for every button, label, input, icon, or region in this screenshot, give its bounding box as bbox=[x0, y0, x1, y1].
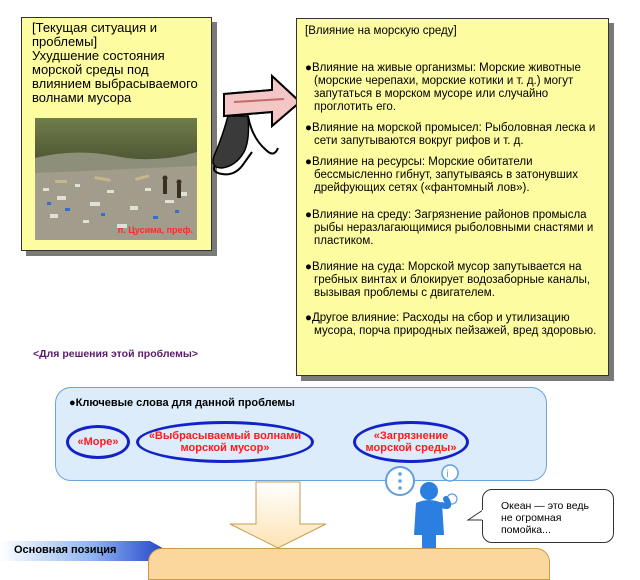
position-label: Основная позиция bbox=[14, 544, 117, 556]
svg-text:i: i bbox=[446, 469, 449, 480]
thinking-person-icon bbox=[380, 463, 470, 558]
bottom-bar bbox=[148, 548, 550, 580]
speech-bubble bbox=[482, 489, 614, 543]
impact-item: ●Другое влияние: Расходы на сбор и утилизацию мусора, порча природных пейзажей, вред здоровью. bbox=[305, 312, 597, 337]
photo-caption: п. Цусима, преф. bbox=[117, 225, 193, 235]
situation-box bbox=[21, 17, 212, 251]
keyword-washed-up-litter: «Выбрасываемый волнами морской мусор» bbox=[136, 421, 314, 463]
keywords-title: ●Ключевые слова для данной проблемы bbox=[69, 397, 295, 409]
impact-item: ●Влияние на суда: Морской мусор запутывается на гребных винтах и блокирует водозаборные каналы, вызывая проблемы с двигателем. bbox=[305, 261, 591, 299]
impact-item: ●Влияние на морской промысел: Рыболовная леска и сети запутываются вокруг рифов и т. д. bbox=[305, 122, 596, 147]
beach-litter-photo bbox=[35, 118, 197, 240]
impact-item: ●Влияние на живые организмы: Морские животные (морские черепахи, морские котики и т. д.) могут запутаться в морском мусоре или случайно проглотить его. bbox=[305, 62, 581, 113]
keyword-marine-pollution: «Загрязнение морской среды» bbox=[353, 421, 469, 463]
keywords-panel bbox=[55, 387, 547, 481]
impact-title: [Влияние на морскую среду] bbox=[305, 25, 457, 37]
arrow-down-icon bbox=[228, 480, 328, 550]
situation-title: [Текущая ситуация и проблемы] Ухудшение состояния морской среды под влиянием выбрасываемого волнами мусора bbox=[32, 20, 198, 105]
solve-label: <Для решения этой проблемы> bbox=[33, 348, 198, 360]
impact-item: ●Влияние на ресурсы: Морские обитатели бессмысленно гибнут, запутываясь в затонувших дрейфующих сетях («фантомный лов»). bbox=[305, 156, 578, 194]
impact-box bbox=[296, 18, 609, 376]
impact-item: ●Влияние на среду: Загрязнение районов промысла рыбы неразлагающимися рыболовными снастями и пластиком. bbox=[305, 209, 594, 247]
keyword-sea: «Море» bbox=[66, 425, 130, 459]
speech-text: Океан — это ведь не огромная помойка... bbox=[501, 500, 589, 536]
position-label-wrap bbox=[0, 541, 168, 561]
speech-tail bbox=[466, 508, 486, 524]
